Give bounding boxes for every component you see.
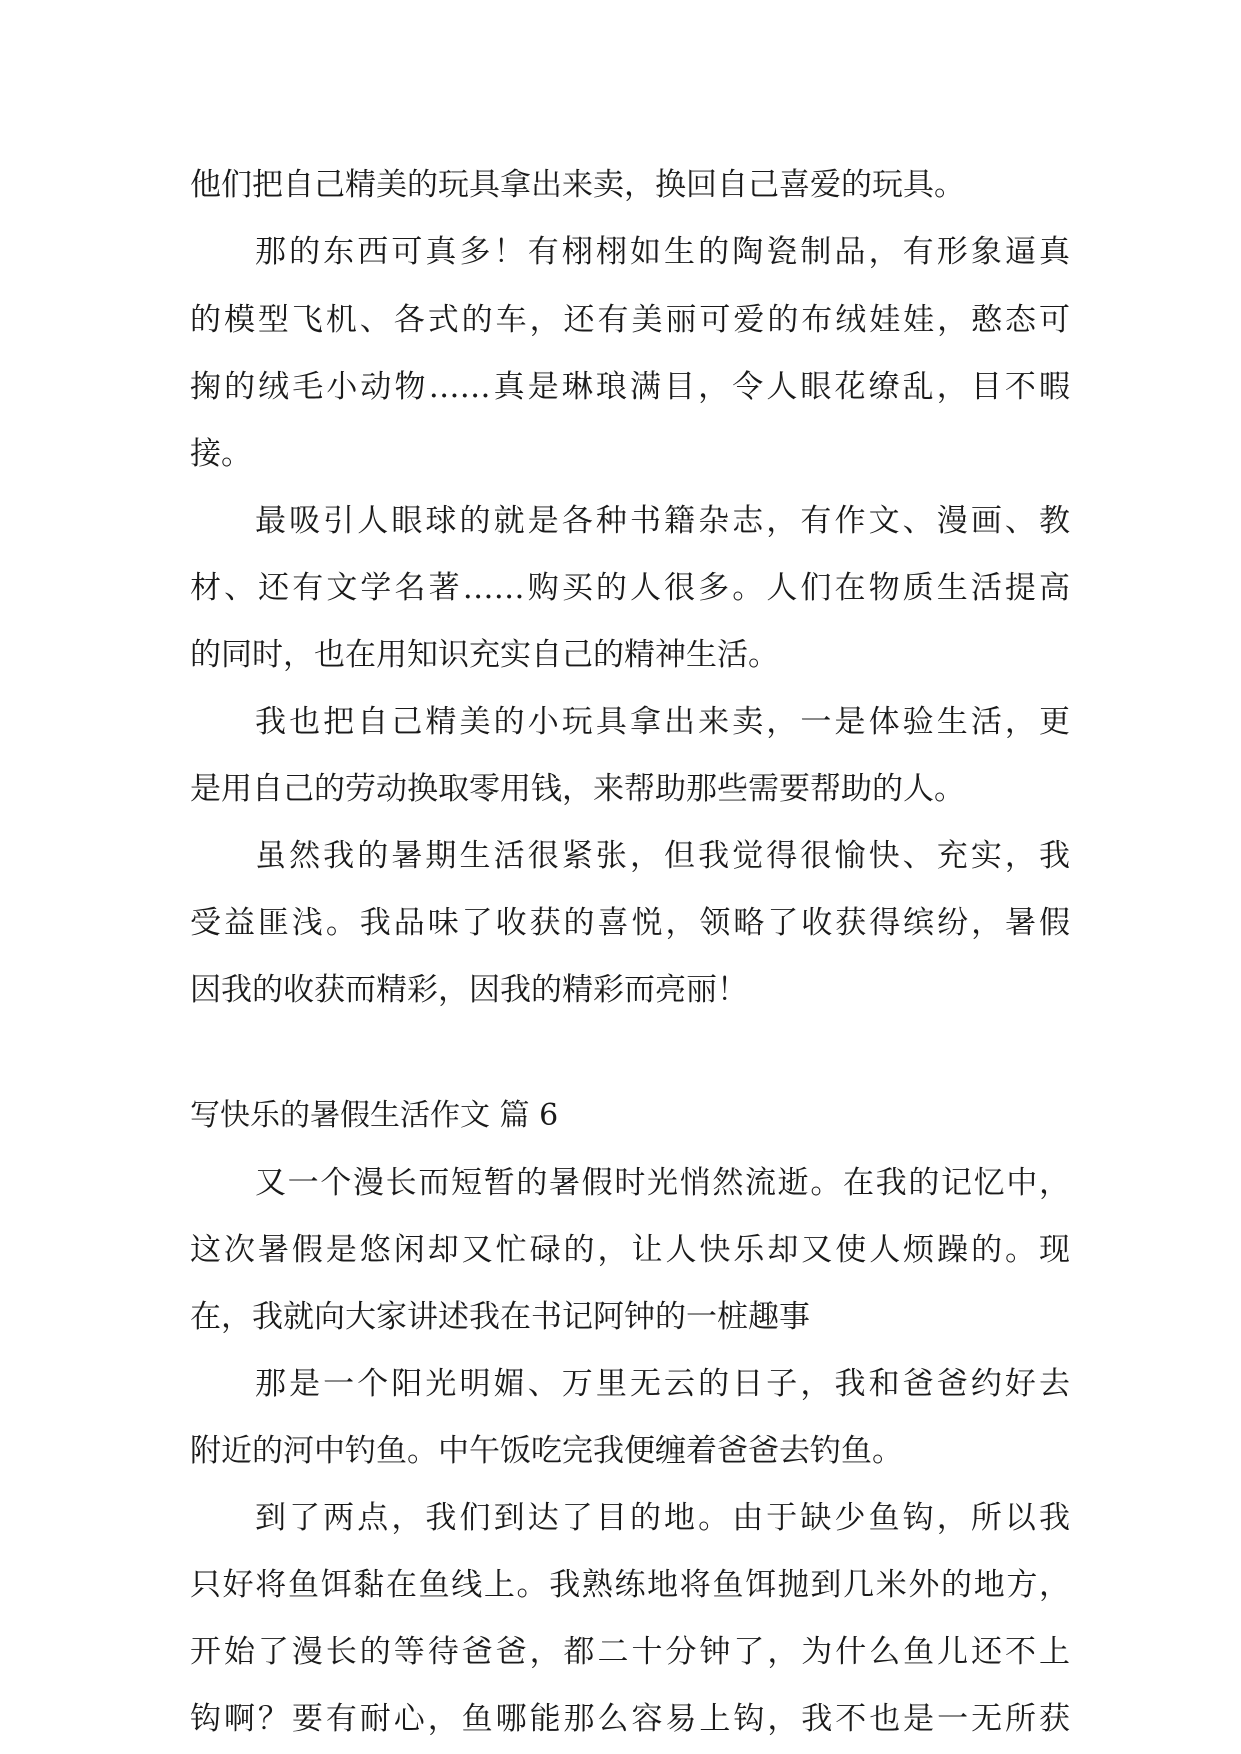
paragraph-first-line: 那是一个阳光明媚、万里无云的日子，我和爸爸约好去 <box>255 1366 1070 1402</box>
paragraph-first-line: 我也把自己精美的小玩具拿出来卖，一是体验生活，更 <box>255 704 1070 740</box>
text-line: 材、还有文学名著……购买的人很多。人们在物质生活提高 <box>190 570 1070 606</box>
text-line: 这次暑假是悠闲却又忙碌的，让人快乐却又使人烦躁的。现 <box>190 1232 1070 1268</box>
text-line: 开始了漫长的等待爸爸，都二十分钟了，为什么鱼儿还不上 <box>190 1634 1070 1670</box>
text-line: 他们把自己精美的玩具拿出来卖，换回自己喜爱的玩具。 <box>190 167 965 203</box>
text-line: 附近的河中钓鱼。中午饭吃完我便缠着爸爸去钓鱼。 <box>190 1433 903 1469</box>
paragraph-first-line: 最吸引人眼球的就是各种书籍杂志，有作文、漫画、教 <box>255 503 1070 539</box>
text-line: 掬的绒毛小动物……真是琳琅满目，令人眼花缭乱，目不暇 <box>190 369 1070 405</box>
text-line: 的同时，也在用知识充实自己的精神生活。 <box>190 637 779 673</box>
paragraph-first-line: 虽然我的暑期生活很紧张，但我觉得很愉快、充实，我 <box>255 838 1070 874</box>
text-line: 只好将鱼饵黏在鱼线上。我熟练地将鱼饵抛到几米外的地方， <box>190 1567 1070 1603</box>
paragraph-first-line: 到了两点，我们到达了目的地。由于缺少鱼钩，所以我 <box>255 1500 1070 1536</box>
paragraph-first-line: 那的东西可真多！有栩栩如生的陶瓷制品，有形象逼真 <box>255 234 1070 270</box>
text-line: 在，我就向大家讲述我在书记阿钟的一桩趣事 <box>190 1299 810 1335</box>
text-line: 的模型飞机、各式的车，还有美丽可爱的布绒娃娃，憨态可 <box>190 302 1070 338</box>
section-heading: 写快乐的暑假生活作文 篇 6 <box>190 1098 559 1133</box>
text-line: 受益匪浅。我品味了收获的喜悦，领略了收获得缤纷，暑假 <box>190 905 1070 941</box>
text-line: 钩啊？要有耐心，鱼哪能那么容易上钩，我不也是一无所获 <box>190 1701 1070 1737</box>
text-line: 是用自己的劳动换取零用钱，来帮助那些需要帮助的人。 <box>190 771 965 807</box>
text-line: 接。 <box>190 436 252 472</box>
paragraph-first-line: 又一个漫长而短暂的暑假时光悄然流逝。在我的记忆中， <box>255 1165 1070 1201</box>
text-line: 因我的收获而精彩，因我的精彩而亮丽！ <box>190 972 748 1008</box>
